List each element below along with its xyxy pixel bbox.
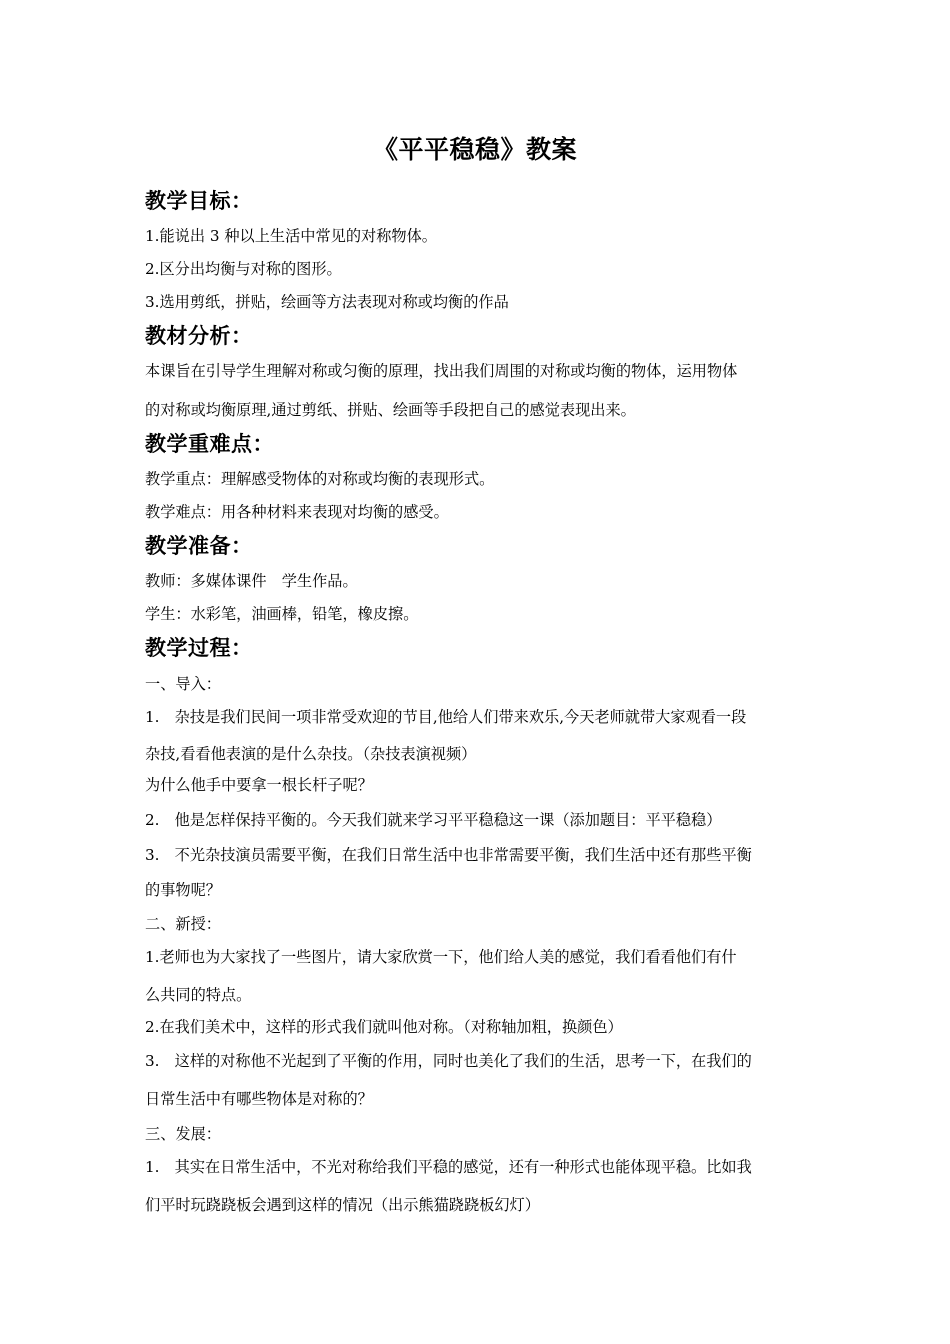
process-line: 们平时玩跷跷板会遇到这样的情况（出示熊猫跷跷板幻灯） <box>145 1196 540 1214</box>
heading-teaching-goals: 教学目标： <box>145 189 253 213</box>
heading-preparation: 教学准备： <box>145 534 253 558</box>
analysis-line-1: 本课旨在引导学生理解对称或匀衡的原理，找出我们周围的对称或均衡的物体，运用物体 <box>145 362 738 380</box>
process-line: 为什么他手中要拿一根长杆子呢？ <box>145 776 373 794</box>
process-line: 杂技,看看他表演的是什么杂技。（杂技表演视频） <box>145 745 477 763</box>
process-line: 1. 杂技是我们民间一项非常受欢迎的节目,他给人们带来欢乐,今天老师就带大家观看一段 <box>145 708 747 726</box>
process-line: 二、新授： <box>145 915 221 933</box>
difficult-point-item: 教学难点：用各种材料来表现对均衡的感受。 <box>145 503 449 521</box>
process-line: 3. 不光杂技演员需要平衡，在我们日常生活中也非常需要平衡，我们生活中还有那些平衡 <box>145 846 752 864</box>
analysis-line-2: 的对称或均衡原理,通过剪纸、拼贴、绘画等手段把自己的感觉表现出来。 <box>145 401 636 419</box>
heading-material-analysis: 教材分析： <box>145 324 253 348</box>
goal-item-3: 3.选用剪纸，拼贴，绘画等方法表现对称或均衡的作品 <box>145 293 509 311</box>
goal-item-1: 1.能说出 3 种以上生活中常见的对称物体。 <box>145 227 437 245</box>
process-line: 么共同的特点。 <box>145 986 252 1004</box>
process-line: 2. 他是怎样保持平衡的。今天我们就来学习平平稳稳这一课（添加题目：平平稳稳） <box>145 811 722 829</box>
preparation-student: 学生：水彩笔，油画棒，铅笔，橡皮擦。 <box>145 605 419 623</box>
goal-item-2: 2.区分出均衡与对称的图形。 <box>145 260 342 278</box>
process-line: 1.老师也为大家找了一些图片，请大家欣赏一下，他们给人美的感觉，我们看看他们有什 <box>145 948 737 966</box>
process-line: 三、发展： <box>145 1125 221 1143</box>
document-title: 《平平稳稳》教案 <box>372 135 577 164</box>
heading-teaching-process: 教学过程： <box>145 636 253 660</box>
heading-key-points: 教学重难点： <box>145 432 274 456</box>
process-line: 的事物呢？ <box>145 881 221 899</box>
process-line: 2.在我们美术中，这样的形式我们就叫他对称。（对称轴加粗，换颜色） <box>145 1018 623 1036</box>
process-line: 3. 这样的对称他不光起到了平衡的作用，同时也美化了我们的生活，思考一下，在我们的 <box>145 1052 752 1070</box>
process-line: 日常生活中有哪些物体是对称的？ <box>145 1090 373 1108</box>
process-line: 一、导入： <box>145 675 221 693</box>
process-line: 1. 其实在日常生活中，不光对称给我们平稳的感觉，还有一种形式也能体现平稳。比如我 <box>145 1158 752 1176</box>
preparation-teacher: 教师：多媒体课件 学生作品。 <box>145 572 358 590</box>
key-point-item: 教学重点：理解感受物体的对称或均衡的表现形式。 <box>145 470 495 488</box>
